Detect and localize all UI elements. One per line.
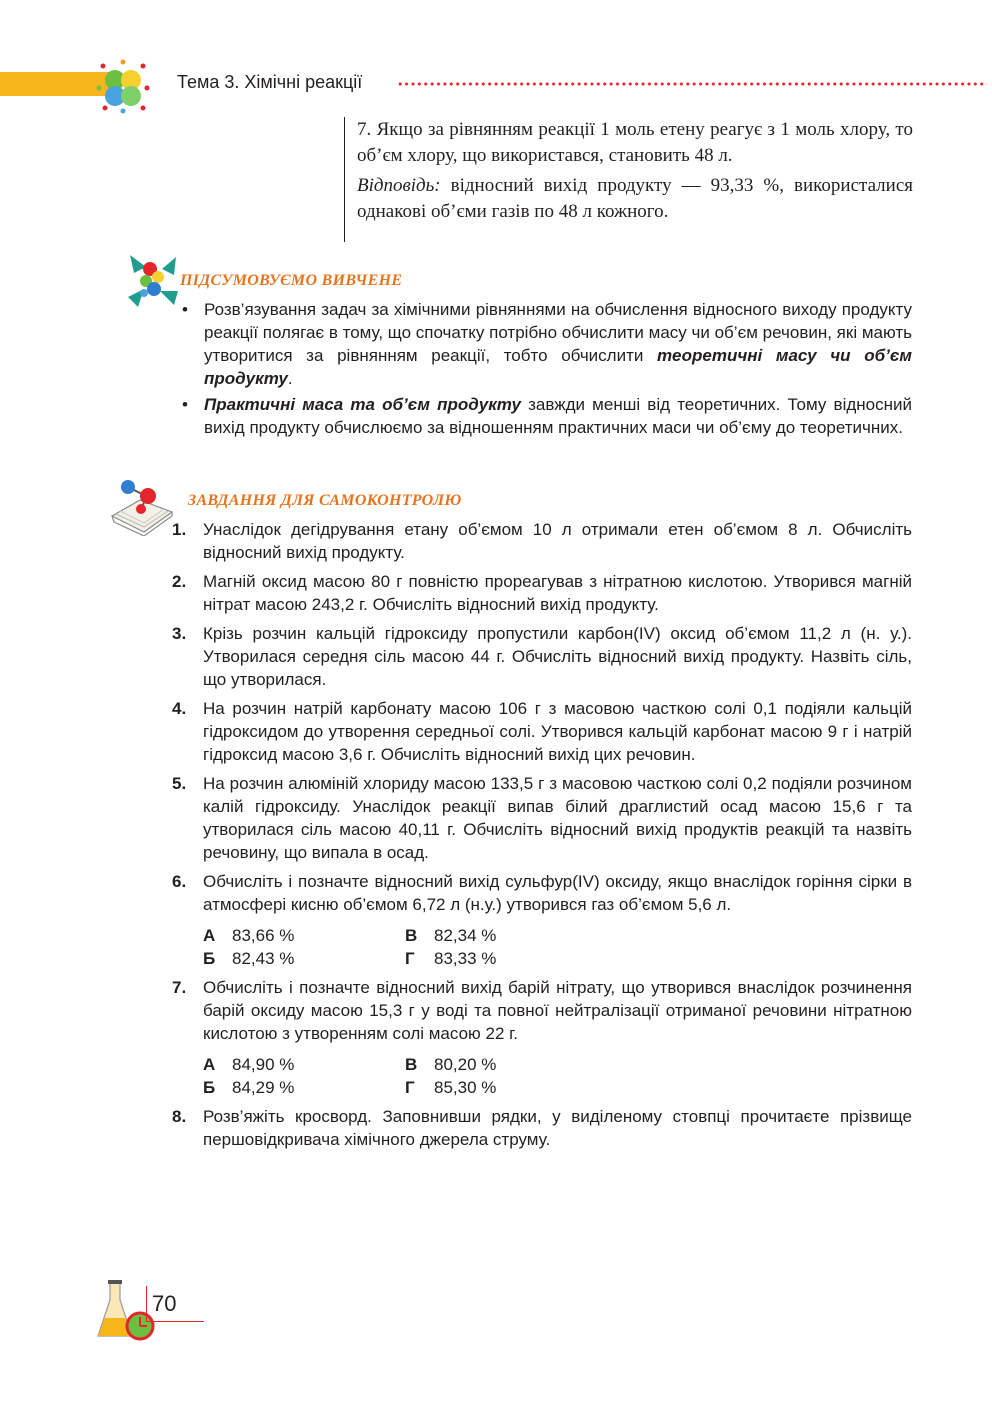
- summary-bullet: • Розв’язування задач за хімічними рівняннями на обчислення відносного виходу продукту реакції полягає в тому, що спочатку потрібно обчислити масу чи об’єм речовин, які мають утворитися за рівнянням реакції, тобто обчислити теоретичні масу чи об’єм продукту.: [182, 300, 912, 388]
- molecule-cluster-icon: [124, 253, 180, 309]
- task-item: [172, 772, 912, 864]
- task-text: Розв’яжіть кросворд. Заповнивши рядки, у виділеному стовпці прочитаєте прізвище першовідкривача хімічного джерела струму.: [203, 1107, 912, 1149]
- answer-label: Відповідь:: [357, 175, 441, 196]
- task-number: 6.: [172, 872, 187, 891]
- answer-option: А 84,90 %: [203, 1055, 295, 1074]
- molecule-dots-icon: [95, 58, 151, 114]
- answer-option: А 83,66 %: [203, 926, 295, 945]
- task-item: [172, 1105, 912, 1151]
- answer-option: В 80,20 %: [405, 1055, 497, 1074]
- answer-text: відносний вихід продукту — 93,33 %, використалися однакові об’єми газів по 48 л кожного.: [357, 175, 913, 222]
- task-number: 4.: [172, 699, 187, 718]
- answer-option: Б 82,43 %: [203, 949, 295, 968]
- answer-option: Б 84,29 %: [203, 1078, 295, 1097]
- task-text: На розчин алюміній хлориду масою 133,5 г з масовою часткою солі 0,2 подіяли розчином калій гідроксиду. Унаслідок реакції випав білий драглистий осад масою 15,6 г та утворилася сіль масою 40,11 г. Обчисліть відносний вихід продуктів реакцій та назвіть речовину, що випала в осад.: [203, 774, 912, 862]
- answer-option: Г 83,33 %: [405, 949, 497, 968]
- task-text: На розчин натрій карбонату масою 106 г з масовою часткою солі 0,1 подіяли кальцій гідроксидом до утворення середньої солі. Утворився кальцій карбонат масою 9 г і натрій гідроксид масою 3,6 г. Обчисліть відносний вихід цих речовин.: [203, 699, 912, 764]
- answer-options: [203, 1053, 912, 1099]
- task-item: [172, 622, 912, 691]
- solution-margin-line: [344, 117, 345, 242]
- task-item: [172, 518, 912, 564]
- page-number-rule-horizontal: [146, 1321, 204, 1322]
- summary-list: [180, 298, 912, 442]
- answer-option: В 82,34 %: [405, 926, 497, 945]
- page-header-title: Тема 3. Хімічні реакції: [177, 72, 363, 92]
- page-number-rule-vertical: [146, 1286, 147, 1322]
- answer-option: Г 85,30 %: [405, 1078, 497, 1097]
- header-dotted-rule: [397, 82, 987, 86]
- solution-block: [357, 117, 913, 229]
- bullet-dot: •: [182, 395, 188, 414]
- summary-heading: ПІДСУМОВУЄМО ВИВЧЕНЕ: [180, 272, 403, 289]
- task-number: 7.: [172, 978, 187, 997]
- bullet-dot: •: [182, 300, 188, 319]
- task-text: Обчисліть і позначте відносний вихід барій нітрату, що утворився внаслідок розчинення барій оксиду масою 15,3 г у воді та повної нейтралізації отриманої речовини нітратною кислотою з утворенням солі масою 22 г.: [203, 978, 912, 1043]
- solution-step-7: 7. Якщо за рівнянням реакції 1 моль етену реагує з 1 моль хлору, то об’єм хлору, що використався, становить 48 л.: [357, 119, 913, 166]
- task-text: Магній оксид масою 80 г повністю прореагував з нітратною кислотою. Утворився магній нітрат масою 243,2 г. Обчисліть відносний вихід продукту.: [203, 572, 912, 614]
- task-item: [172, 976, 912, 1099]
- summary-emphasis: Практичні маса та об’єм продукту: [204, 395, 521, 414]
- solution-answer: [357, 173, 913, 225]
- task-item: [172, 697, 912, 766]
- task-number: 3.: [172, 624, 187, 643]
- task-number: 8.: [172, 1107, 187, 1126]
- tasks-heading: ЗАВДАННЯ ДЛЯ САМОКОНТРОЛЮ: [188, 492, 462, 509]
- task-number: 5.: [172, 774, 187, 793]
- summary-emphasis: теоретичні масу чи об’єм продукту: [204, 346, 912, 388]
- task-item: [172, 570, 912, 616]
- page-number: 70: [152, 1291, 177, 1316]
- tasks-list: [172, 518, 912, 1157]
- summary-bullet: • Практичні маса та об’єм продукту завжди менші від теоретичних. Тому відносний вихід продукту обчислюємо за відношенням практичних маси чи об’єму до теоретичних.: [182, 395, 912, 437]
- task-number: 2.: [172, 572, 187, 591]
- task-item: [172, 870, 912, 970]
- task-number: 1.: [172, 520, 187, 539]
- book-molecule-icon: [106, 476, 178, 536]
- task-text: Крізь розчин кальцій гідроксиду пропустили карбон(IV) оксид об’ємом 11,2 л (н. у.). Утворилася середня сіль масою 44 г. Обчисліть відносний вихід продукту. Назвіть сіль, що утворилася.: [203, 624, 912, 689]
- answer-options: [203, 924, 912, 970]
- task-text: Унаслідок дегідрування етану об’ємом 10 л отримали етен об’ємом 8 л. Обчисліть відносний вихід продукту.: [203, 520, 912, 562]
- task-text: Обчисліть і позначте відносний вихід сульфур(IV) оксиду, якщо внаслідок горіння сірки в атмосфері кисню об’ємом 6,72 л (н.у.) утворився газ об’ємом 5,6 л.: [203, 872, 912, 914]
